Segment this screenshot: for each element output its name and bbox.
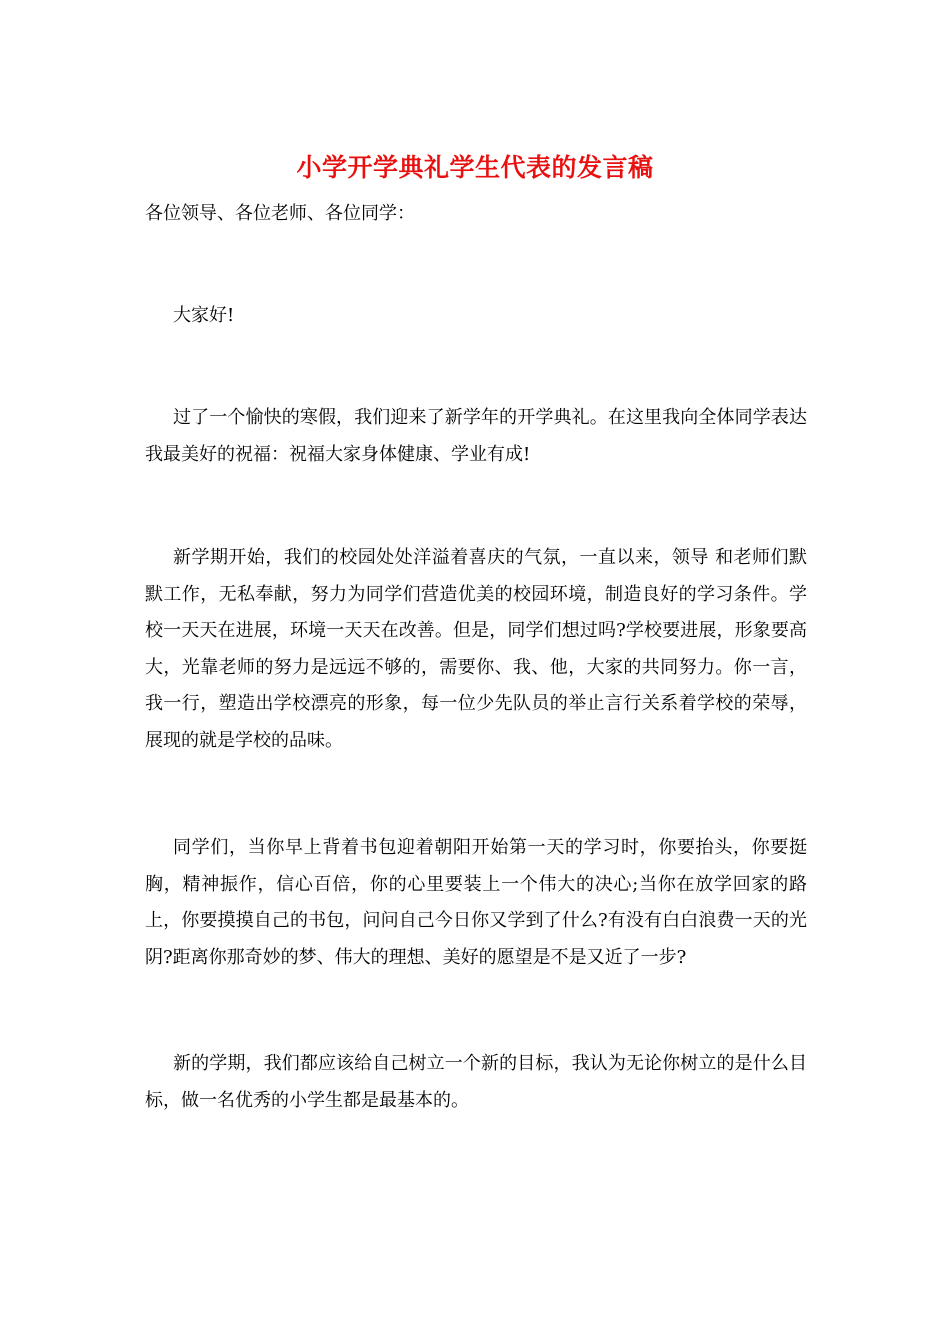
paragraph-hello: 大家好! bbox=[173, 305, 235, 326]
greeting-line: 各位领导、各位老师、各位同学： bbox=[145, 203, 415, 224]
paragraph-students: 同学们，当你早上背着书包迎着朝阳开始第一天的学习时，你要抬头，你要挺胸，精神振作，信心百倍，你的心里要装上一个伟大的决心;当你在放学回家的路上，你要摸摸自己的书包，问问自己今日你又学到了什么?有没有白白浪费一天的光阴?距离你那奇妙的梦、伟大的理想、美好的愿望是不是又近了一步? bbox=[145, 837, 807, 968]
paragraph-blessing: 过了一个愉快的寒假，我们迎来了新学年的开学典礼。在这里我向全体同学表达我最美好的祝福：祝福大家身体健康、学业有成! bbox=[145, 407, 807, 465]
document-title: 小学开学典礼学生代表的发言稿 bbox=[296, 153, 654, 182]
paragraph-new-semester: 新学期开始，我们的校园处处洋溢着喜庆的气氛，一直以来，领导 和老师们默默工作，无私奉献，努力为同学们营造优美的校园环境，制造良好的学习条件。学校一天天在进展，环境一天天在改善。但是，同学们想过吗?学校要进展，形象要高大，光靠老师的努力是远远不够的，需要你、我、他，大家的共同努力。你一言，我一行，塑造出学校漂亮的形象，每一位少先队员的举止言行关系着学校的荣辱，展现的就是学校的品味。 bbox=[145, 547, 807, 751]
paragraph-goals: 新的学期，我们都应该给自己树立一个新的目标，我认为无论你树立的是什么目标，做一名优秀的小学生都是最基本的。 bbox=[145, 1053, 807, 1111]
